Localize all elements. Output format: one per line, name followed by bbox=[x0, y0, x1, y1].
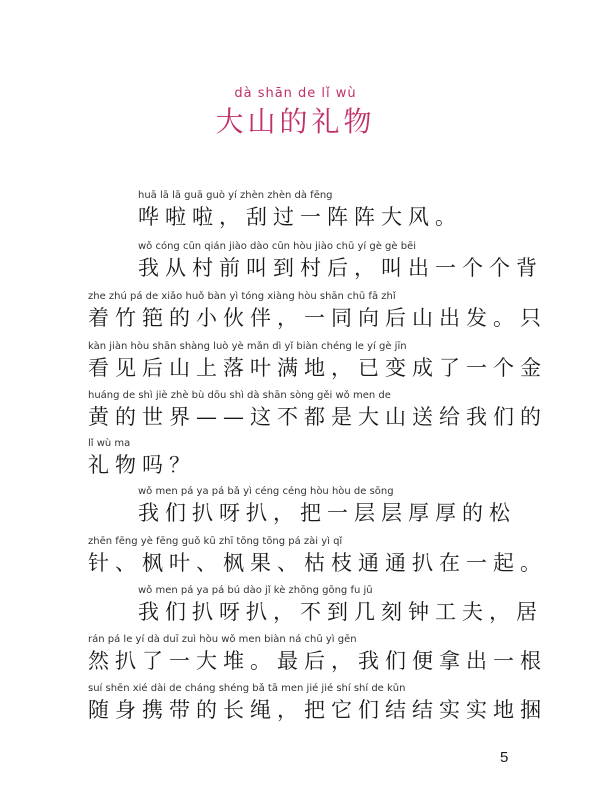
text-line bbox=[88, 437, 528, 479]
text-line bbox=[138, 485, 578, 527]
text-line bbox=[88, 535, 547, 577]
text-line bbox=[88, 633, 547, 675]
line-text: 看见后山上落叶满地，已变成了一个金 bbox=[88, 356, 547, 380]
text-line bbox=[88, 682, 547, 724]
line-text: 然扒了一大堆。最后，我们便拿出一根 bbox=[88, 649, 547, 673]
line-text: 针、枫叶、枫果、枯枝通通扒在一起。 bbox=[88, 551, 547, 575]
text-line bbox=[138, 584, 578, 626]
line-pinyin: zhe zhú pá de xiǎo huǒ bàn yì tóng xiàng hòu shān chū fā zhǐ bbox=[88, 291, 396, 302]
line-text: 我们扒呀扒，把一层层厚厚的松 bbox=[138, 501, 516, 525]
line-text: 随身携带的长绳，把它们结结实实地捆 bbox=[88, 698, 547, 722]
line-text: 着竹筢的小伙伴，一同向后山出发。只 bbox=[88, 306, 547, 330]
line-pinyin: wǒ men pá ya pá bǎ yì céng céng hòu hòu de sōng bbox=[138, 486, 394, 497]
text-line bbox=[138, 240, 578, 282]
line-pinyin: huā lā lā guā guò yí zhèn zhèn dà fēng bbox=[138, 190, 333, 201]
line-text: 礼物吗？ bbox=[88, 453, 196, 477]
line-pinyin: suí shēn xié dài de cháng shéng bǎ tā men jié jié shí shí de kǔn bbox=[88, 683, 406, 694]
page-number: 5 bbox=[500, 749, 509, 766]
line-text: 黄的世界——这不都是大山送给我们的 bbox=[88, 405, 547, 429]
line-pinyin: huáng de shì jiè zhè bù dōu shì dà shān sòng gěi wǒ men de bbox=[88, 390, 391, 401]
line-text: 哗啦啦，刮过一阵阵大风。 bbox=[138, 205, 462, 229]
line-pinyin: wǒ cóng cūn qián jiào dào cūn hòu jiào chū yí gè gè bēi bbox=[138, 241, 417, 252]
page-title: 大山的礼物 bbox=[215, 105, 376, 138]
text-line bbox=[138, 189, 578, 231]
text-line bbox=[88, 389, 547, 431]
line-pinyin: rán pá le yí dà duī zuì hòu wǒ men biàn ná chū yì gēn bbox=[88, 634, 357, 645]
line-pinyin: zhēn fēng yè fēng guǒ kū zhī tōng tōng pá zài yì qǐ bbox=[88, 536, 343, 547]
title-pinyin: dà shān de lǐ wù bbox=[234, 86, 357, 101]
line-text: 我们扒呀扒，不到几刻钟工夫，居 bbox=[138, 600, 543, 624]
line-pinyin: kàn jiàn hòu shān shàng luò yè mǎn dì yǐ biàn chéng le yí gè jīn bbox=[88, 341, 407, 352]
line-text: 我从村前叫到村后，叫出一个个背 bbox=[138, 256, 543, 280]
line-pinyin: lǐ wù ma bbox=[88, 438, 131, 449]
text-line bbox=[88, 290, 547, 332]
text-line bbox=[88, 340, 547, 382]
line-pinyin: wǒ men pá ya pá bú dào jǐ kè zhōng gōng fu jū bbox=[138, 585, 373, 596]
